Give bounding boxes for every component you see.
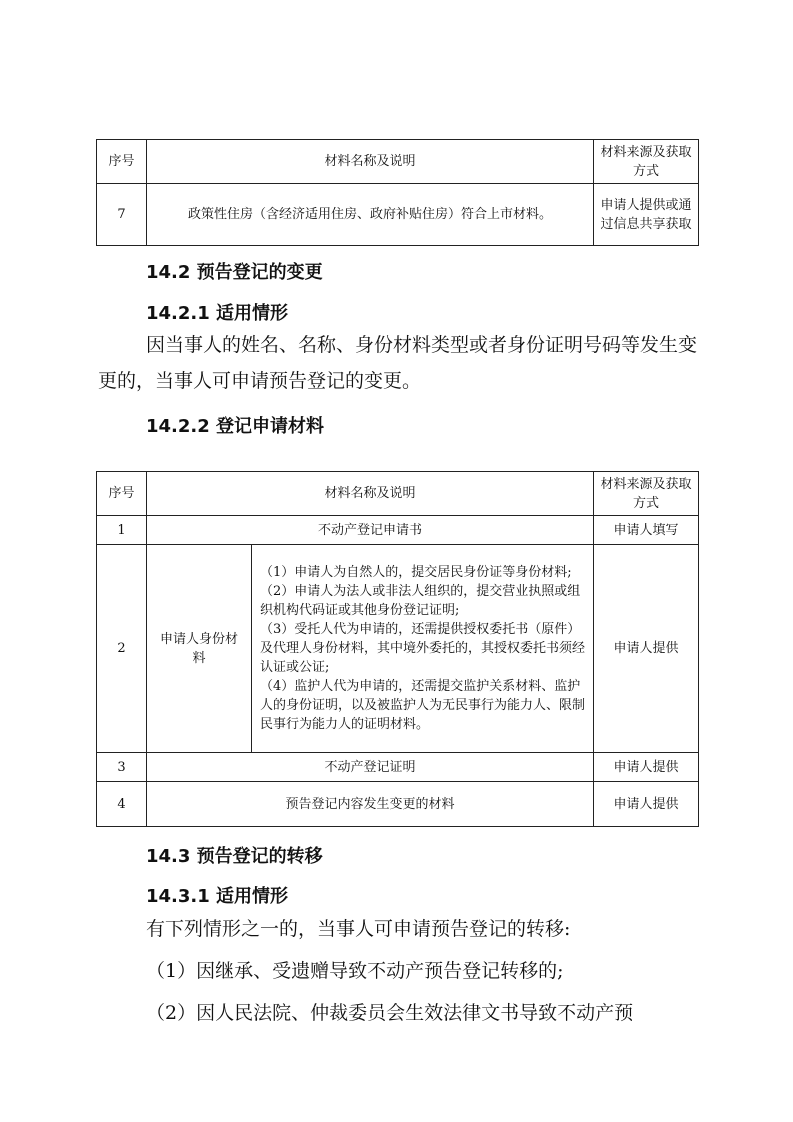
list-item: （2）因人民法院、仲裁委员会生效法律文书导致不动产预 <box>146 1002 634 1024</box>
table-row <box>97 782 699 827</box>
materials-table-2 <box>96 471 699 827</box>
table-header-row <box>97 140 699 184</box>
header-source: 材料来源及获取方式 <box>594 140 699 184</box>
header-name: 材料名称及说明 <box>147 140 594 184</box>
header-name: 材料名称及说明 <box>147 472 594 516</box>
list-item: （2）申请人为法人或非法人组织的，提交营业执照或组织机构代码证或其他身份登记证明; <box>260 584 581 618</box>
materials-table-1 <box>96 139 699 246</box>
row-source: 申请人提供 <box>594 545 699 753</box>
row-category: 申请人身份材料 <box>147 545 252 753</box>
table-row <box>97 545 699 753</box>
section-14-3-1-paragraph: 有下列情形之一的，当事人可申请预告登记的转移: <box>146 918 571 940</box>
section-14-2-1-heading: 14.2.1 适用情形 <box>146 303 289 324</box>
row-no: 2 <box>97 545 147 753</box>
list-item: （3）受托人代为申请的，还需提供授权委托书（原件）及代理人身份材料，其中境外委托的，其授权委托书须经认证或公证; <box>260 622 586 675</box>
table-row <box>97 753 699 782</box>
list-item: （1）申请人为自然人的，提交居民身份证等身份材料; <box>260 565 572 580</box>
row-source: 申请人提供 <box>594 753 699 782</box>
table-header-row <box>97 472 699 516</box>
row-items <box>252 545 594 753</box>
row-name: 不动产登记申请书 <box>147 516 594 545</box>
row-source: 申请人提供或通过信息共享获取 <box>594 184 699 246</box>
row-name: 不动产登记证明 <box>147 753 594 782</box>
section-14-2-1-paragraph: 因当事人的姓名、名称、身份材料类型或者身份证明号码等发生变更的，当事人可申请预告登记的变更。 <box>98 334 698 392</box>
section-14-2-heading: 14.2 预告登记的变更 <box>146 262 323 283</box>
row-source: 申请人提供 <box>594 782 699 827</box>
header-source: 材料来源及获取方式 <box>594 472 699 516</box>
row-no: 4 <box>97 782 147 827</box>
row-no: 1 <box>97 516 147 545</box>
table-row <box>97 516 699 545</box>
header-no: 序号 <box>97 140 147 184</box>
list-item: （1）因继承、受遗赠导致不动产预告登记转移的; <box>146 960 564 982</box>
table-row <box>97 184 699 246</box>
header-no: 序号 <box>97 472 147 516</box>
section-14-3-heading: 14.3 预告登记的转移 <box>146 846 323 867</box>
row-no: 7 <box>97 184 147 246</box>
row-name: 政策性住房（含经济适用住房、政府补贴住房）符合上市材料。 <box>147 184 594 246</box>
section-14-3-1-heading: 14.3.1 适用情形 <box>146 886 289 907</box>
row-no: 3 <box>97 753 147 782</box>
row-name: 预告登记内容发生变更的材料 <box>147 782 594 827</box>
list-item: （4）监护人代为申请的，还需提交监护关系材料、监护人的身份证明，以及被监护人为无民事行为能力人、限制民事行为能力人的证明材料。 <box>260 679 586 732</box>
section-14-2-2-heading: 14.2.2 登记申请材料 <box>146 416 325 437</box>
row-source: 申请人填写 <box>594 516 699 545</box>
